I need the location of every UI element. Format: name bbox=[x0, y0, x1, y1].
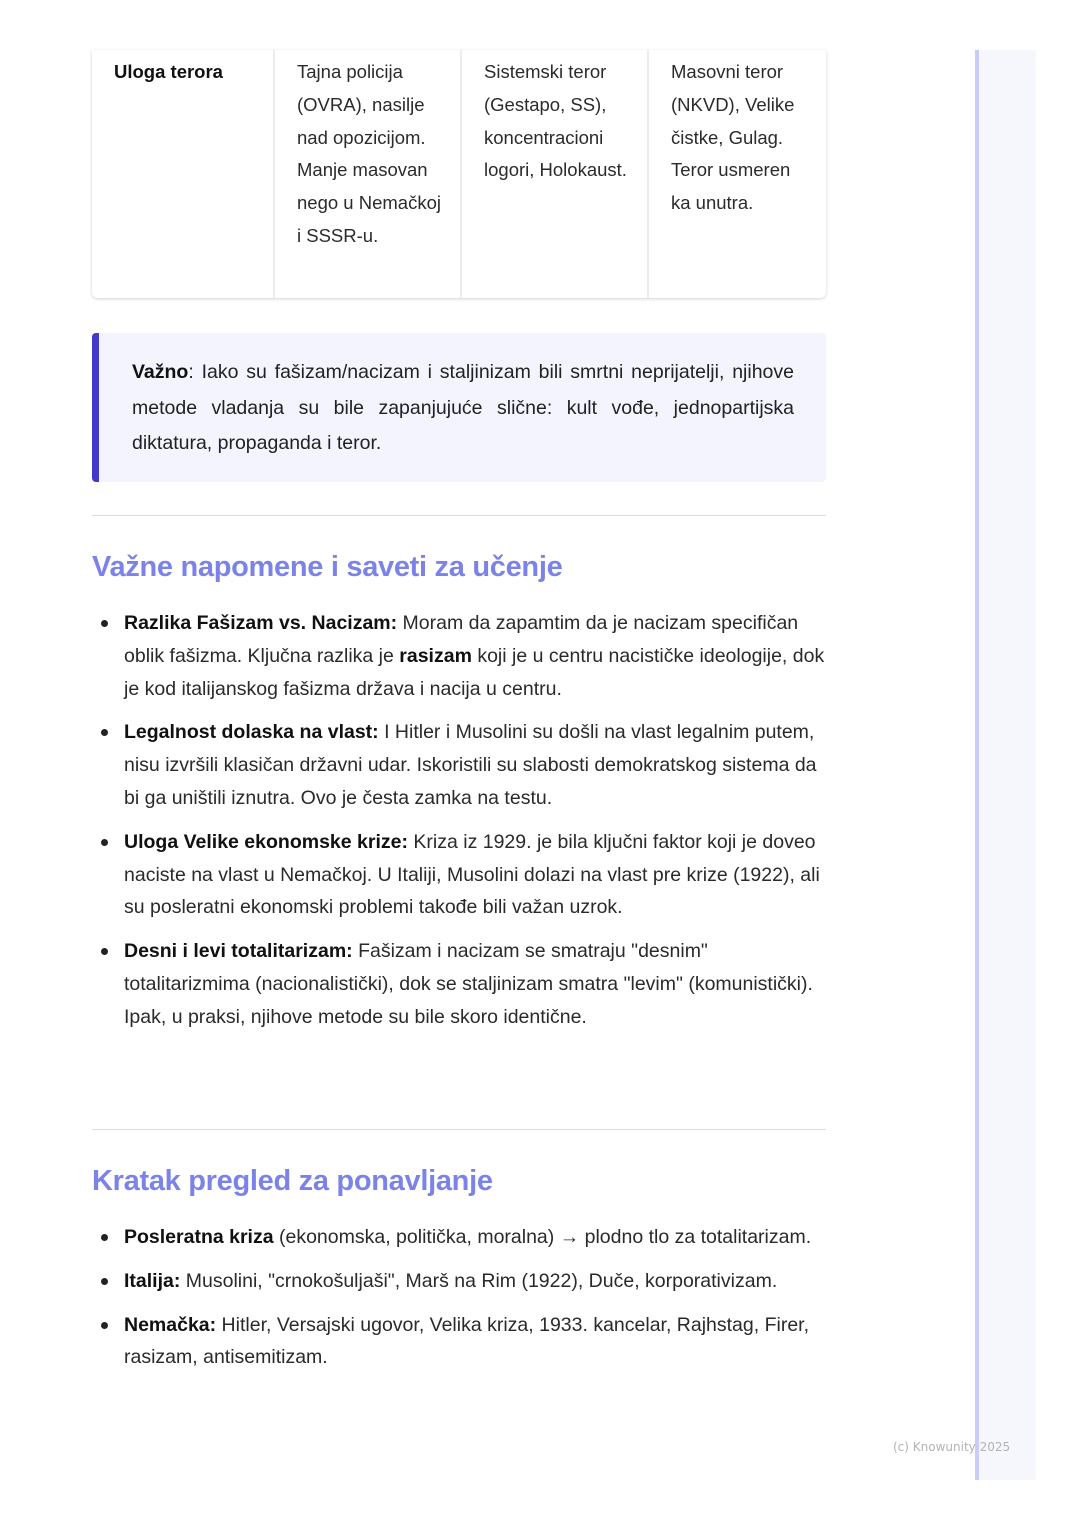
item-text: koji je u centru nacističke ideologije, dok je kod italijanskog fašizma država i nacija u centru. bbox=[124, 644, 825, 700]
item-label: Desni i levi totalitarizam: bbox=[124, 940, 353, 963]
callout-label: Važno bbox=[132, 361, 189, 383]
item-label: Uloga Velike ekonomske krize: bbox=[124, 830, 408, 853]
item-label: Nemačka: bbox=[124, 1313, 217, 1336]
table-row-terror bbox=[92, 50, 826, 298]
item-label: Razlika Fašizam vs. Nacizam: bbox=[124, 612, 398, 634]
item-text: Hitler, Versajski ugovor, Velika kriza, 1933. kancelar, Rajhstag, Firer, rasizam, antisemitizam. bbox=[124, 1313, 810, 1369]
item-label: Legalnost dolaska na vlast: bbox=[124, 721, 379, 744]
notes-list bbox=[92, 607, 832, 1034]
list-item bbox=[92, 935, 832, 1033]
copyright-footer: (c) Knowunity 2025 bbox=[893, 1440, 1011, 1454]
important-callout bbox=[92, 333, 826, 482]
item-text: (ekonomska, politička, moralna) → plodno tlo za totalitarizam. bbox=[273, 1226, 812, 1248]
page-margin-bar bbox=[975, 50, 1036, 1480]
list-item bbox=[92, 1265, 832, 1298]
table-cell-italy: Tajna policija (OVRA), nasilje nad opozicijom. Manje masovan nego u Nemačkoj i SSSR-u. bbox=[273, 50, 460, 298]
list-item bbox=[92, 826, 832, 924]
section-title-review: Kratak pregled za ponavljanje bbox=[92, 1165, 493, 1197]
review-list bbox=[92, 1221, 832, 1374]
section-title-notes: Važne napomene i saveti za učenje bbox=[92, 551, 563, 583]
callout-body: : Iako su fašizam/nacizam i staljinizam bili smrtni neprijatelji, njihove metode vladanja su bile zapanjujuće slične: kult vođe, jednopartijska diktatura, propaganda i teror. bbox=[132, 361, 794, 454]
item-text: Kriza iz 1929. je bila ključni faktor koji je doveo naciste na vlast u Nemačkoj. U Italiji, Musolini dolazi na vlast pre krize (1922), ali su posleratni ekonomski problemi takođe bili važan uzrok. bbox=[124, 830, 820, 919]
list-item bbox=[92, 1221, 832, 1254]
item-label: Posleratna kriza bbox=[124, 1226, 274, 1248]
table-cell-germany: Sistemski teror (Gestapo, SS), koncentracioni logori, Holokaust. bbox=[460, 50, 647, 298]
divider bbox=[92, 515, 826, 516]
table-cell-ussr: Masovni teror (NKVD), Velike čistke, Gulag. Teror usmeren ka unutra. bbox=[647, 50, 826, 298]
item-text: Fašizam i nacizam se smatraju "desnim" totalitarizmima (nacionalistički), dok se staljinizam smatra "levim" (komunistički). Ipak, u praksi, njihove metode su bile skoro identične. bbox=[124, 940, 813, 1028]
comparison-table bbox=[92, 50, 826, 298]
list-item bbox=[92, 1309, 832, 1375]
table-row-header: Uloga terora bbox=[114, 61, 223, 82]
divider bbox=[92, 1129, 826, 1130]
item-text: Moram da zapamtim da je nacizam specifičan oblik fašizma. Ključna razlika je bbox=[124, 612, 799, 667]
list-item bbox=[92, 716, 832, 814]
item-emphasis: rasizam bbox=[399, 644, 472, 667]
list-item bbox=[92, 607, 832, 705]
callout-text bbox=[132, 355, 794, 462]
item-text: I Hitler i Musolini su došli na vlast legalnim putem, nisu izvršili klasičan državni udar. Iskoristili su slabosti demokratskog sistema da bi ga uništili iznutra. Ovo je česta zamka na testu. bbox=[124, 721, 817, 809]
item-label: Italija: bbox=[124, 1269, 181, 1292]
item-text: Musolini, "crnokošuljaši", Marš na Rim (1922), Duče, korporativizam. bbox=[180, 1269, 778, 1292]
